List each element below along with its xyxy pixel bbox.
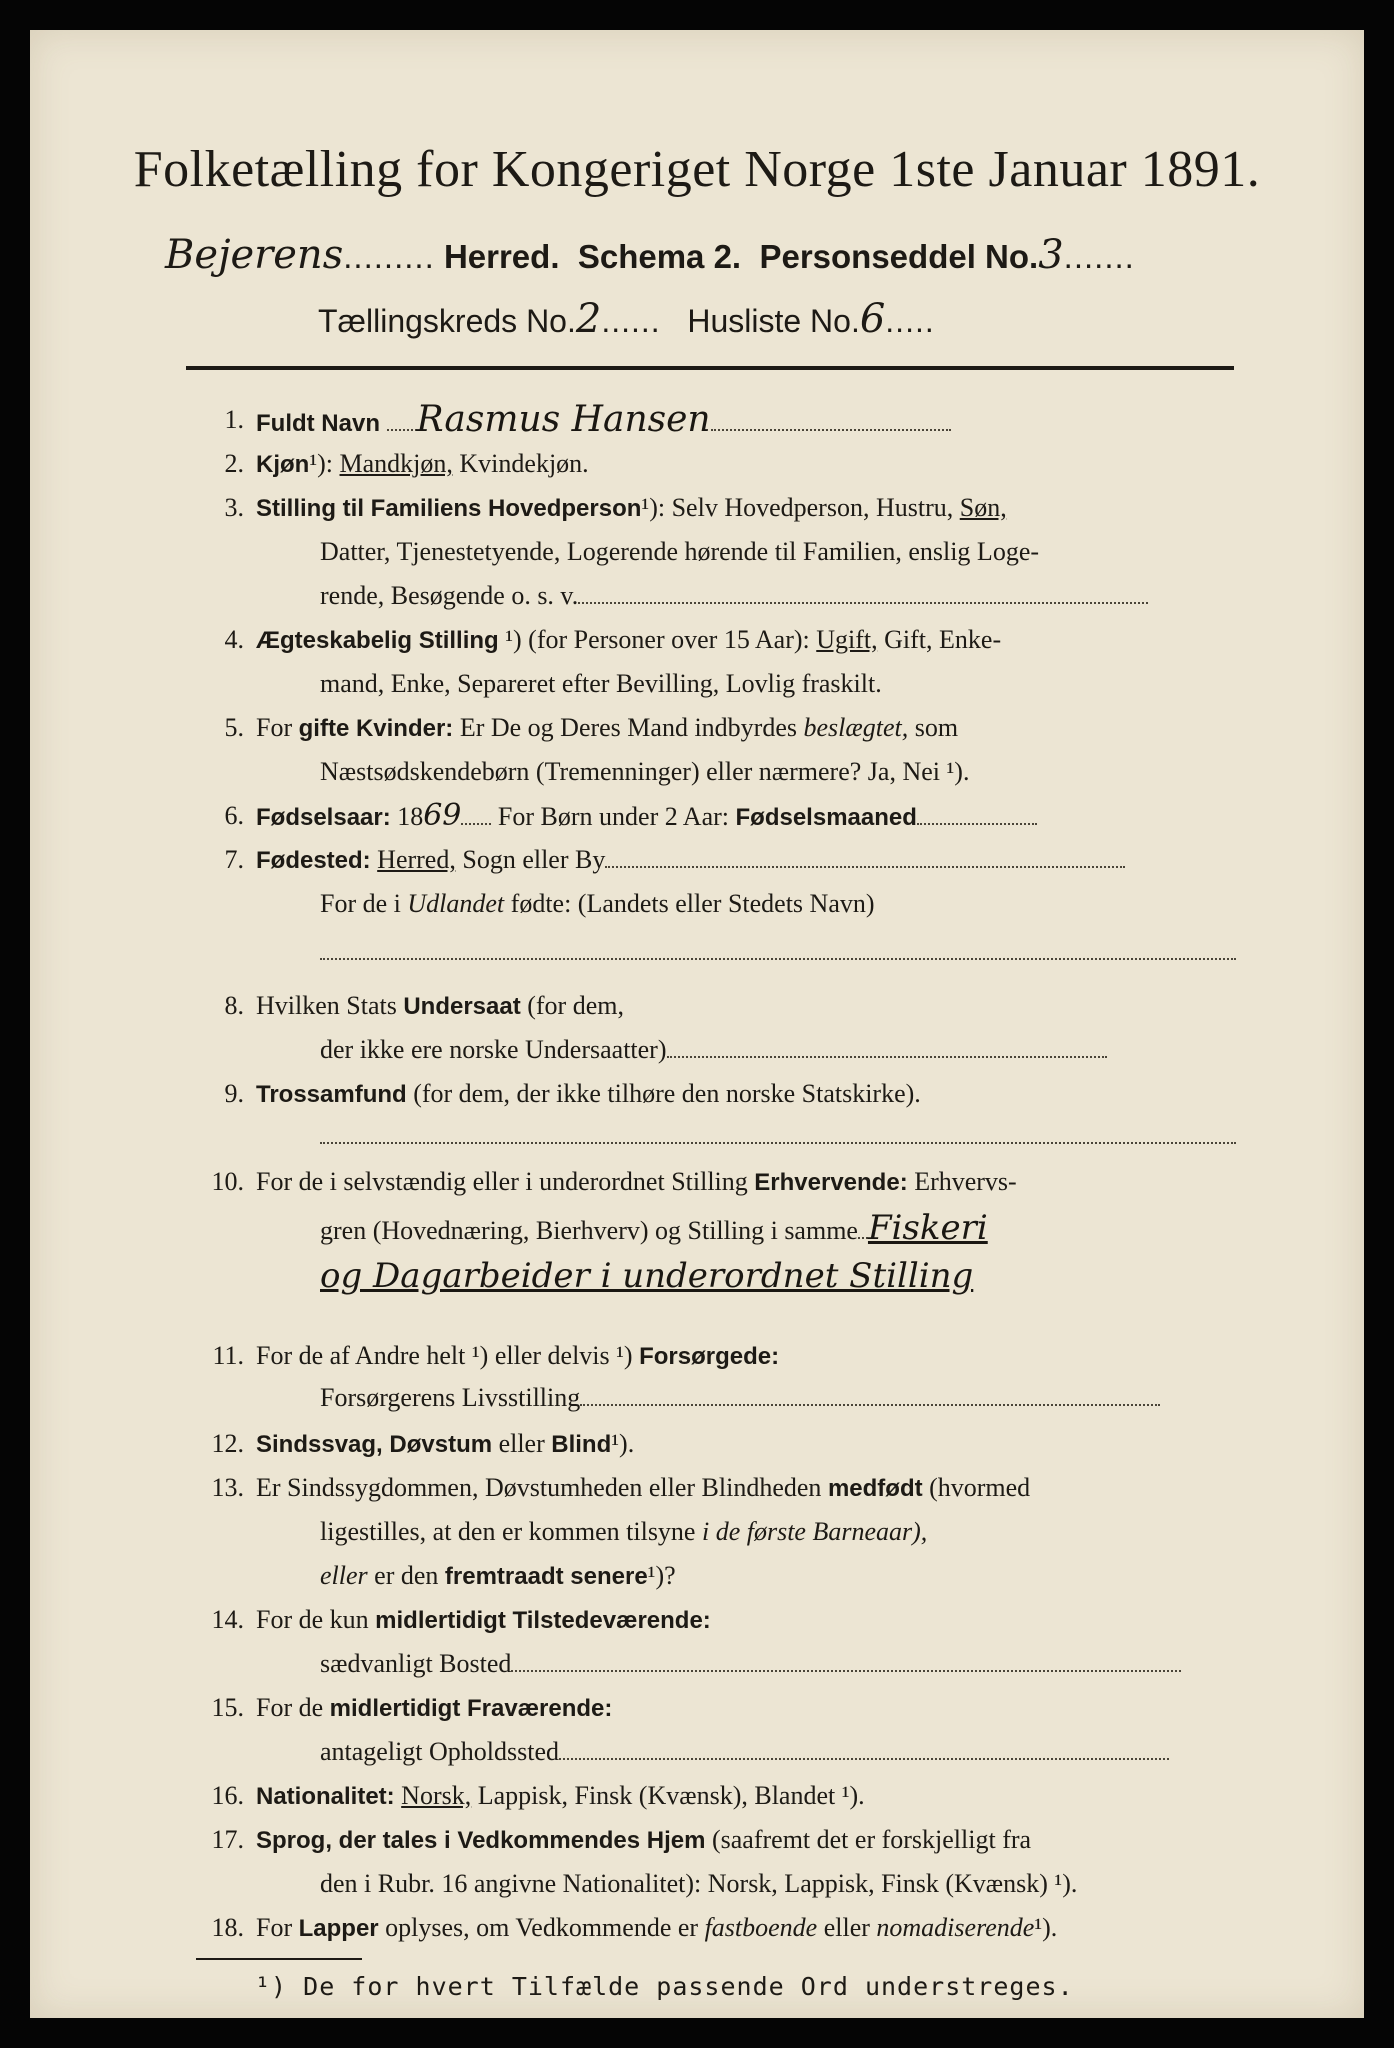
personseddel-label: Personseddel No. bbox=[759, 238, 1039, 275]
herred-label: Herred. bbox=[443, 238, 560, 275]
kreds-value: 2 bbox=[575, 296, 602, 342]
marital-selected: Ugift, bbox=[816, 625, 878, 654]
husliste-label: Husliste No. bbox=[687, 303, 860, 339]
husliste-value: 6 bbox=[859, 296, 886, 342]
footnote: ¹) De for hvert Tilfælde passende Ord understreges. bbox=[255, 1972, 1074, 2001]
sex-selected: Mandkjøn, bbox=[339, 449, 453, 478]
header-line-1: Bejerens......... Herred. Schema 2. Personseddel No.3....... bbox=[165, 232, 1135, 278]
occupation-value-1: Fiskeri bbox=[867, 1208, 988, 1248]
herred-value: Bejerens bbox=[165, 232, 344, 278]
personseddel-value: 3 bbox=[1038, 232, 1064, 278]
header-line-2: Tællingskreds No.2...... Husliste No.6..... bbox=[318, 296, 935, 342]
occupation-value-2: og Dagarbeider i underordnet Stilling bbox=[320, 1256, 974, 1296]
kreds-label: Tællingskreds No. bbox=[318, 303, 576, 339]
footnote-rule bbox=[196, 1958, 362, 1960]
header-rule bbox=[186, 366, 1234, 370]
birth-year-value: 69 bbox=[423, 798, 462, 833]
nationality-selected: Norsk, bbox=[401, 1781, 472, 1810]
relation-selected: Søn, bbox=[959, 493, 1007, 522]
form-title: Folketælling for Kongeriget Norge 1ste Januar 1891. bbox=[133, 141, 1261, 198]
full-name-value: Rasmus Hansen bbox=[416, 399, 711, 440]
schema-label: Schema 2. bbox=[577, 238, 742, 275]
birthplace-selected: Herred, bbox=[377, 845, 456, 874]
